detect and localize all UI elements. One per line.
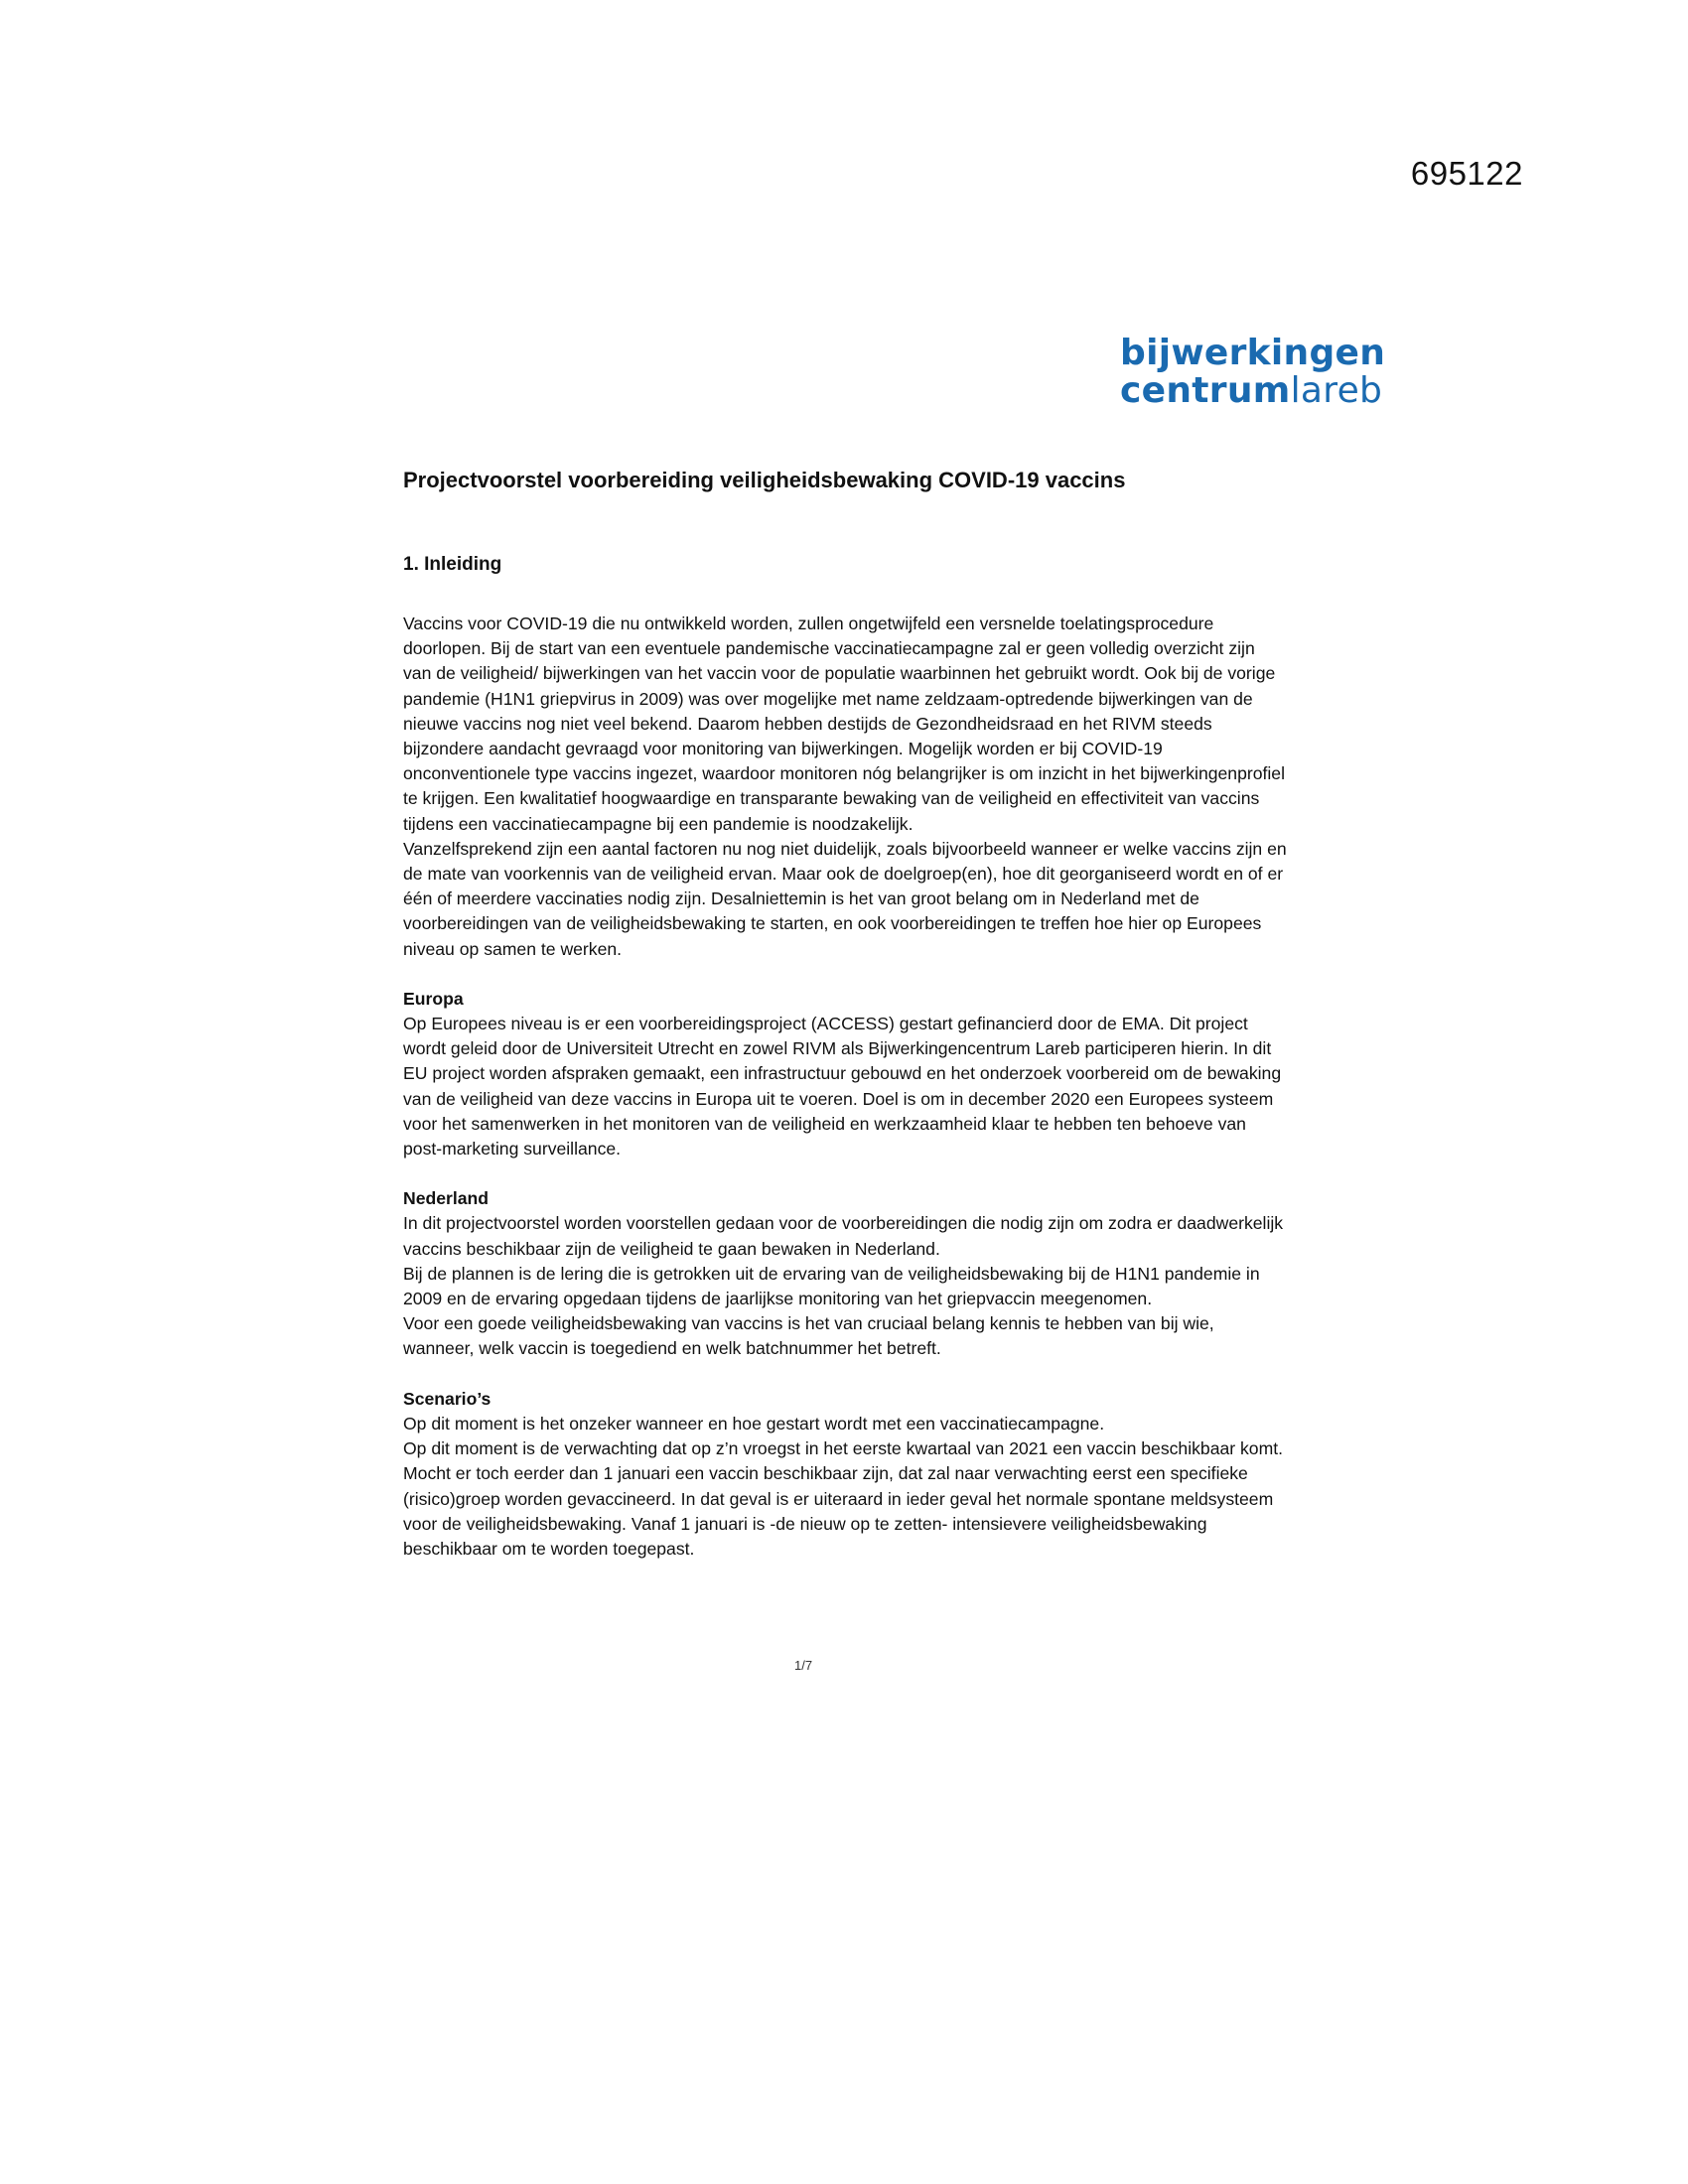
scenarios-heading: Scenario’s bbox=[403, 1388, 492, 1409]
lareb-logo bbox=[1120, 333, 1386, 411]
nederland-heading: Nederland bbox=[403, 1188, 490, 1209]
document-body bbox=[403, 467, 1287, 1586]
document-id: 695122 bbox=[1410, 155, 1523, 192]
scenarios-section bbox=[403, 1387, 1287, 1562]
logo-line-2 bbox=[1120, 370, 1385, 411]
logo-centrum: centrum bbox=[1120, 370, 1291, 411]
nederland-paragraph: Voor een goede veiligheidsbewaking van vaccins is het van cruciaal belang kennis te hebben van bij wie, wanneer, welk vaccin is toegediend en welk batchnummer het betreft. bbox=[403, 1313, 1214, 1359]
section-heading-inleiding: 1. Inleiding bbox=[403, 554, 502, 575]
europa-paragraph: Op Europees niveau is er een voorbereidingsproject (ACCESS) gestart gefinancierd door de EMA. Dit project wordt geleid door de Universiteit Utrecht en zowel RIVM als Bijwerkingencentrum Lareb participeren hierin. In dit EU project worden afspraken gemaakt, een infrastructuur gebouwd en het onderzoek voorbereid om de bewaking van de veiligheid van deze vaccins in Europa uit te voeren. Doel is om in december 2020 een Europees systeem voor het samenwerken in het monitoren van de veiligheid en werkzaamheid klaar te hebben ten behoeve van post-marketing surveillance. bbox=[403, 1014, 1282, 1160]
europa-section bbox=[403, 987, 1287, 1161]
logo-lareb: lareb bbox=[1290, 370, 1383, 411]
nederland-paragraph: Bij de plannen is de lering die is getrokken uit de ervaring van de veiligheidsbewaking bij de H1N1 pandemie in 2009 en de ervaring opgedaan tijdens de jaarlijkse monitoring van het griepvaccin meegenomen. bbox=[403, 1263, 1260, 1309]
intro-section bbox=[403, 612, 1287, 962]
document-title: Projectvoorstel voorbereiding veiligheidsbewaking COVID-19 vaccins bbox=[403, 468, 1126, 492]
intro-paragraph: Vanzelfsprekend zijn een aantal factoren nu nog niet duidelijk, zoals bijvoorbeeld wanneer er welke vaccins zijn en de mate van voorkennis van de veiligheid ervan. Maar ook de doelgroep(en), hoe dit georganiseerd wordt en of er één of meerdere vaccinaties nodig zijn. Desalniettemin is het van groot belang om in Nederland met de voorbereidingen van de veiligheidsbewaking te starten, en ook voorbereidingen te treffen hoe hier op Europees niveau op samen te werken. bbox=[403, 838, 1287, 959]
nederland-section bbox=[403, 1186, 1287, 1361]
intro-paragraph: Vaccins voor COVID-19 die nu ontwikkeld worden, zullen ongetwijfeld een versnelde toelatingsprocedure doorlopen. Bij de start van een eventuele pandemische vaccinatiecampagne zal er geen volledig overzicht zijn van de veiligheid/ bijwerkingen van het vaccin voor de populatie waarbinnen het gebruikt wordt. Ook bij de vorige pandemie (H1N1 griepvirus in 2009) was over mogelijke met name zeldzaam-optredende bijwerkingen van de nieuwe vaccins nog niet veel bekend. Daarom hebben destijds de Gezondheidsraad en het RIVM steeds bijzondere aandacht gevraagd voor monitoring van bijwerkingen. Mogelijk worden er bij COVID-19 onconventionele type vaccins ingezet, waardoor monitoren nóg belangrijker is om inzicht in het bijwerkingenprofiel te krijgen. Een kwalitatief hoogwaardige en transparante bewaking van de veiligheid en effectiviteit van vaccins tijdens een vaccinatiecampagne bij een pandemie is noodzakelijk. bbox=[403, 614, 1286, 834]
scenarios-paragraph: Op dit moment is de verwachting dat op z’n vroegst in het eerste kwartaal van 2021 een vaccin beschikbaar komt. Mocht er toch eerder dan 1 januari een vaccin beschikbaar zijn, dat zal naar verwachting eerst een specifieke (risico)groep worden gevaccineerd. In dat geval is er uiteraard in ieder geval het normale spontane meldsysteem voor de veiligheidsbewaking. Vanaf 1 januari is -de nieuw op te zetten- intensievere veiligheidsbewaking beschikbaar om te worden toegepast. bbox=[403, 1438, 1284, 1559]
page-number: 1/7 bbox=[794, 1658, 813, 1673]
scenarios-paragraph: Op dit moment is het onzeker wanneer en hoe gestart wordt met een vaccinatiecampagne. bbox=[403, 1413, 1105, 1433]
europa-heading: Europa bbox=[403, 988, 464, 1009]
nederland-paragraph: In dit projectvoorstel worden voorstellen gedaan voor de voorbereidingen die nodig zijn om zodra er daadwerkelijk vaccins beschikbaar zijn de veiligheid te gaan bewaken in Nederland. bbox=[403, 1213, 1284, 1259]
logo-line-1: bijwerkingen bbox=[1120, 333, 1386, 373]
